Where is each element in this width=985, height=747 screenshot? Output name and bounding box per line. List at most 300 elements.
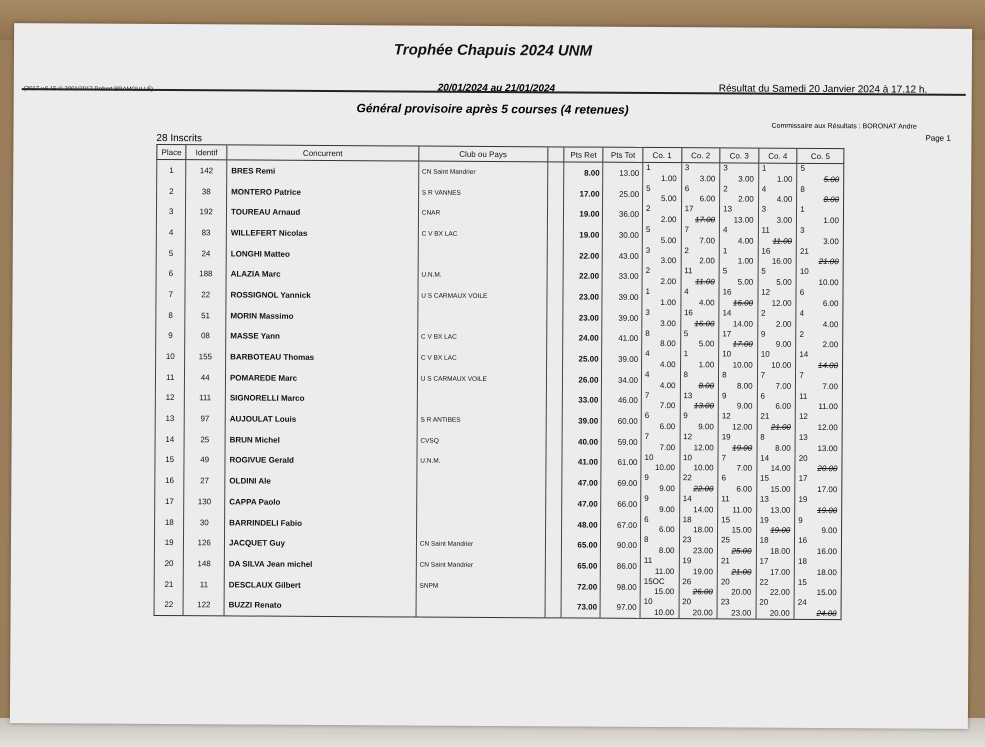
race-rank: 13 (723, 204, 733, 214)
club-cell (416, 596, 545, 618)
race-5-cell (794, 598, 841, 619)
points-retained: 72.00 (561, 576, 601, 597)
race-points: 6.00 (822, 298, 839, 308)
race-points: 13.00 (817, 443, 838, 453)
race-points: 1.00 (660, 297, 677, 307)
race-5-cell (795, 495, 842, 516)
place-cell: 3 (156, 201, 186, 222)
spacer-cell (546, 390, 562, 411)
race-rank: 1 (645, 287, 651, 297)
identif-cell: 38 (186, 181, 227, 202)
place-cell: 9 (156, 325, 186, 346)
race-rank: 1 (646, 162, 651, 172)
club-cell (417, 389, 546, 410)
place-cell: 19 (154, 532, 184, 553)
race-3-cell (720, 184, 759, 205)
place-cell: 12 (155, 388, 185, 409)
race-points: 1.00 (661, 173, 677, 183)
competitor-name: WILLEFERT Nicolas (226, 222, 418, 244)
race-4-cell (757, 453, 796, 474)
discarded-race-points: 26.00 (692, 587, 713, 597)
points-retained: 47.00 (562, 473, 602, 494)
identif-cell: 126 (184, 533, 225, 554)
race-rank: 6 (644, 514, 649, 524)
points-retained: 41.00 (562, 452, 602, 473)
discarded-race-points: 11.00 (772, 236, 793, 246)
race-points: 5.00 (698, 339, 715, 349)
race-points: 2.00 (660, 277, 677, 287)
race-2-cell (680, 432, 719, 453)
race-1-cell (640, 577, 679, 598)
place-cell: 7 (156, 284, 186, 305)
competitor-name: LONGHI Matteo (226, 243, 418, 265)
place-cell: 20 (154, 553, 184, 574)
race-points: 10.00 (693, 463, 714, 473)
discarded-race-points: 13.00 (693, 401, 714, 411)
place-cell: 21 (154, 574, 184, 595)
race-1-cell (641, 515, 680, 536)
race-3-cell (719, 246, 758, 267)
spacer-cell (546, 307, 562, 328)
race-rank: 17 (722, 328, 732, 338)
race-rank: 2 (684, 245, 689, 255)
race-4-cell (757, 412, 796, 433)
race-5-cell (794, 578, 841, 599)
race-2-cell (680, 391, 719, 412)
race-2-cell (679, 556, 718, 577)
race-4-cell (757, 433, 796, 454)
race-rank: 8 (760, 432, 765, 442)
race-points: 23.00 (731, 608, 752, 618)
race-points: 14.00 (770, 464, 791, 474)
race-2-cell (680, 411, 719, 432)
race-1-cell (641, 473, 680, 494)
club-cell: CNAR (418, 203, 547, 224)
spacer-cell (547, 286, 563, 307)
points-total: 66.00 (601, 494, 641, 515)
points-total: 39.00 (602, 349, 642, 370)
points-total: 59.00 (601, 432, 641, 453)
race-4-cell (758, 288, 797, 309)
race-rank: 9 (760, 329, 766, 339)
place-cell: 6 (156, 263, 186, 284)
race-rank: 13 (798, 432, 808, 442)
race-5-cell (796, 267, 843, 288)
race-points: 1.00 (776, 174, 793, 184)
race-points: 17.00 (817, 484, 838, 495)
competitor-name: POMAREDE Marc (225, 367, 417, 389)
spacer-cell (547, 162, 563, 183)
points-total: 90.00 (601, 535, 641, 556)
place-cell: 22 (154, 594, 184, 615)
race-points: 8.00 (658, 546, 675, 556)
race-5-cell (796, 350, 843, 371)
club-cell: SNPM (416, 575, 545, 596)
club-cell: CN Saint Mandrier (416, 555, 545, 576)
race-rank: 15 (760, 473, 769, 484)
competitor-name: ROSSIGNOL Yannick (226, 285, 418, 307)
club-cell (418, 244, 547, 265)
race-rank: 6 (684, 183, 690, 193)
race-points: 3.00 (738, 174, 754, 184)
race-points: 7.00 (659, 442, 676, 452)
race-points: 2.00 (699, 256, 715, 266)
club-cell (416, 493, 545, 514)
points-retained: 19.00 (563, 225, 603, 246)
race-rank: 1 (800, 205, 805, 215)
race-rank: 5 (645, 225, 651, 235)
race-4-cell (756, 495, 795, 516)
race-points: 3.00 (776, 215, 793, 225)
discarded-race-points: 20.00 (817, 464, 838, 474)
race-2-cell (681, 267, 720, 288)
race-points: 8.00 (736, 381, 753, 391)
race-rank: 2 (646, 204, 651, 214)
col-header-race-2: Co. 2 (681, 148, 720, 163)
race-3-cell (718, 453, 757, 474)
spacer-cell (545, 535, 561, 556)
race-points: 13.00 (770, 505, 791, 515)
race-3-cell (719, 225, 758, 246)
points-total: 33.00 (603, 266, 643, 287)
race-rank: 20 (759, 598, 769, 608)
identif-cell: 24 (186, 243, 227, 264)
race-rank: 9 (644, 493, 649, 503)
race-4-cell (758, 226, 797, 247)
race-rank: 18 (759, 536, 769, 546)
race-5-cell (796, 371, 843, 392)
race-points: 11.00 (732, 505, 752, 515)
spacer-cell (547, 245, 563, 266)
race-4-cell (757, 391, 796, 412)
race-2-cell (679, 577, 718, 598)
race-3-cell (718, 474, 757, 495)
race-1-cell (642, 204, 681, 225)
discarded-race-points: 16.00 (694, 318, 715, 328)
race-2-cell (681, 184, 720, 205)
discarded-race-points: 19.00 (817, 505, 838, 515)
points-retained: 73.00 (561, 597, 601, 618)
competitor-name: JACQUET Guy (224, 533, 416, 555)
points-total: 60.00 (602, 411, 642, 432)
race-points: 4.00 (698, 298, 715, 308)
race-3-cell (719, 370, 758, 391)
race-1-cell (641, 370, 680, 391)
place-cell: 13 (155, 408, 185, 429)
race-rank: 11 (684, 266, 693, 276)
race-rank: 10 (760, 349, 770, 359)
race-rank: 1 (683, 349, 689, 359)
competitor-name: AUJOULAT Louis (225, 409, 417, 431)
competitor-name: BARRINDELI Fabio (225, 512, 417, 534)
race-points: 9.00 (698, 422, 714, 432)
identif-cell: 83 (186, 222, 227, 243)
race-rank: 15 (797, 577, 807, 587)
identif-cell: 51 (185, 305, 226, 326)
race-rank: 14 (760, 453, 770, 463)
race-rank: 4 (684, 287, 689, 297)
discarded-race-points: 21.00 (818, 257, 839, 267)
race-points: 15.00 (731, 525, 752, 535)
race-points: 10.00 (654, 608, 675, 618)
race-rank: 10 (799, 267, 809, 277)
race-rank: 8 (683, 370, 689, 380)
race-points: 5.00 (661, 194, 677, 204)
race-rank: 20 (682, 597, 692, 607)
race-1-cell (642, 349, 681, 370)
spacer-cell (545, 493, 561, 514)
points-total: 25.00 (603, 183, 643, 204)
race-2-cell (679, 536, 718, 557)
col-header-race-5: Co. 5 (797, 148, 844, 163)
race-3-cell (717, 556, 756, 577)
race-rank: 9 (644, 473, 649, 483)
spacer-cell (545, 576, 561, 597)
race-5-cell (795, 412, 842, 433)
race-points: 6.00 (775, 401, 792, 412)
place-cell: 2 (157, 181, 187, 202)
race-5-cell (796, 226, 843, 247)
race-rank: 19 (798, 494, 808, 504)
page-number: Page 1 (925, 133, 951, 143)
race-points: 18.00 (816, 567, 837, 577)
race-rank: 18 (798, 556, 808, 566)
identif-cell: 188 (185, 264, 226, 285)
race-points: 12.00 (732, 422, 753, 432)
identif-cell: 49 (184, 450, 225, 471)
identif-cell: 22 (185, 284, 226, 305)
race-rank: 26 (682, 576, 692, 586)
spacer-cell (545, 597, 561, 618)
race-points: 7.00 (822, 381, 838, 391)
col-header-race-4: Co. 4 (758, 148, 797, 163)
identif-cell: 130 (184, 491, 225, 512)
race-rank: 15OC (643, 576, 665, 586)
discarded-race-points: 8.00 (698, 380, 715, 390)
race-3-cell (719, 267, 758, 288)
race-points: 10.00 (818, 278, 839, 288)
race-points: 20.00 (769, 608, 790, 618)
race-2-cell (679, 473, 718, 494)
race-5-cell (795, 391, 842, 412)
race-2-cell (679, 598, 718, 619)
points-total: 36.00 (603, 204, 643, 225)
race-rank: 11 (721, 494, 730, 504)
race-points: 1.00 (823, 216, 839, 226)
race-rank: 7 (799, 370, 804, 380)
competitor-name: BRES Remi (227, 160, 419, 182)
points-retained: 8.00 (564, 162, 604, 183)
race-2-cell (681, 163, 720, 184)
points-retained: 65.00 (561, 555, 601, 576)
page-title: Trophée Chapuis 2024 UNM (393, 41, 593, 60)
race-rank: 19 (682, 556, 692, 566)
race-rank: 8 (645, 328, 650, 338)
points-retained: 48.00 (561, 514, 601, 535)
race-3-cell (718, 432, 757, 453)
col-header-race-3: Co. 3 (720, 148, 759, 163)
competitor-name: MORIN Massimo (226, 305, 418, 327)
race-rank: 13 (683, 390, 693, 400)
spacer-cell (546, 452, 562, 473)
race-rank: 7 (760, 370, 766, 380)
race-rank: 11 (643, 556, 653, 566)
place-cell: 1 (157, 159, 187, 180)
race-points: 23.00 (692, 546, 714, 556)
col-header-race-1: Co. 1 (643, 147, 682, 162)
race-points: 2.00 (738, 194, 754, 204)
race-3-cell (719, 308, 758, 329)
race-2-cell (681, 225, 720, 246)
col-header-club: Club ou Pays (419, 146, 548, 162)
race-rank: 4 (645, 349, 650, 359)
race-points: 10.00 (654, 463, 676, 473)
race-points: 8.00 (775, 443, 791, 453)
race-rank: 1 (761, 163, 767, 173)
race-points: 17.00 (769, 567, 791, 577)
points-retained: 24.00 (563, 328, 603, 349)
club-cell: U S CARMAUX VOILE (417, 368, 546, 389)
race-points: 14.00 (732, 318, 754, 329)
race-rank: 16 (798, 536, 808, 546)
race-points: 13.00 (733, 215, 754, 225)
spacer-cell (547, 204, 563, 225)
race-4-cell (758, 163, 797, 184)
race-rank: 6 (644, 411, 650, 421)
competitor-name: BRUN Michel (225, 429, 417, 451)
race-points: 12.00 (771, 298, 792, 308)
points-total: 61.00 (601, 452, 641, 473)
spacer-cell (546, 349, 562, 370)
place-cell: 5 (156, 243, 186, 264)
race-points: 16.00 (771, 257, 792, 267)
race-points: 9.00 (821, 526, 838, 536)
points-retained: 22.00 (563, 245, 603, 266)
race-rank: 2 (645, 266, 651, 276)
race-4-cell (756, 557, 795, 578)
race-4-cell (757, 329, 796, 350)
race-5-cell (795, 433, 842, 454)
race-rank: 2 (723, 184, 728, 194)
race-3-cell (718, 494, 757, 515)
place-cell: 4 (156, 222, 186, 243)
race-4-cell (756, 536, 795, 557)
race-5-cell (795, 516, 842, 537)
identif-cell: 44 (185, 367, 226, 388)
discarded-race-points: 25.00 (731, 546, 752, 556)
race-rank: 9 (683, 411, 688, 421)
place-cell: 16 (155, 470, 185, 491)
race-points: 6.00 (659, 421, 676, 432)
points-retained: 25.00 (562, 349, 602, 370)
race-points: 20.00 (731, 587, 752, 598)
race-points: 9.00 (736, 401, 753, 411)
race-4-cell (757, 308, 796, 329)
spacer-cell (546, 431, 562, 452)
race-points: 7.00 (699, 236, 715, 246)
race-points: 1.00 (737, 256, 754, 267)
race-points: 5.00 (776, 277, 792, 287)
race-3-cell (718, 412, 757, 433)
race-1-cell (640, 556, 679, 577)
col-header-spacer (547, 147, 563, 162)
club-cell (418, 306, 547, 327)
col-header-pts-tot: Pts Tot (603, 147, 643, 162)
race-rank: 5 (646, 183, 651, 193)
race-points: 15.00 (816, 588, 837, 598)
race-5-cell (796, 247, 843, 268)
points-total: 41.00 (602, 328, 642, 349)
race-2-cell (679, 453, 718, 474)
race-points: 10.00 (771, 360, 792, 370)
competitor-name: DESCLAUX Gilbert (224, 574, 416, 596)
race-points: 4.00 (776, 195, 793, 205)
discarded-race-points: 17.00 (732, 339, 753, 349)
race-rank: 16 (761, 246, 771, 256)
club-cell: S R VANNES (418, 182, 547, 203)
race-rank: 11 (799, 391, 808, 401)
race-points: 2.00 (822, 340, 839, 350)
race-3-cell (719, 350, 758, 371)
race-3-cell (717, 598, 756, 619)
points-total: 39.00 (602, 287, 642, 308)
discarded-race-points: 22.00 (693, 484, 714, 494)
club-cell: CVSQ (417, 430, 546, 451)
race-rank: 3 (684, 163, 690, 173)
race-1-cell (641, 453, 680, 474)
race-rank: 21 (760, 411, 770, 421)
race-rank: 10 (722, 349, 732, 359)
competitor-name: TOUREAU Arnaud (226, 202, 418, 224)
race-points: 3.00 (660, 318, 676, 328)
race-1-cell (641, 390, 680, 411)
identif-cell: 11 (184, 574, 225, 595)
race-rank: 23 (720, 597, 730, 607)
race-rank: 7 (684, 225, 689, 235)
discarded-race-points: 19.00 (732, 443, 753, 453)
race-rank: 7 (644, 431, 650, 441)
race-1-cell (642, 246, 681, 267)
race-1-cell (642, 225, 681, 246)
points-retained: 26.00 (562, 369, 602, 390)
place-cell: 14 (155, 429, 185, 450)
discarded-race-points: 14.00 (818, 360, 839, 370)
discarded-race-points: 24.00 (816, 609, 837, 619)
race-4-cell (758, 246, 797, 267)
race-rank: 8 (722, 370, 727, 380)
table-row (154, 594, 841, 619)
spacer-cell (546, 411, 562, 432)
points-retained: 17.00 (563, 183, 603, 204)
race-1-cell (642, 266, 681, 287)
race-points: 19.00 (692, 566, 713, 577)
race-4-cell (758, 184, 797, 205)
race-1-cell (641, 494, 680, 515)
race-4-cell (758, 205, 797, 226)
points-total: 98.00 (601, 576, 641, 597)
race-points: 15.00 (770, 484, 791, 494)
race-rank: 17 (759, 556, 769, 566)
spacer-cell (546, 369, 562, 390)
race-rank: 4 (799, 308, 805, 318)
race-points: 2.00 (660, 215, 677, 225)
race-points: 1.00 (698, 360, 715, 370)
race-rank: 19 (721, 432, 731, 442)
club-cell: C V BX LAC (417, 348, 546, 369)
spacer-cell (545, 514, 561, 535)
competitor-name: MASSE Yann (226, 326, 418, 348)
entrant-count: 28 Inscrits (156, 132, 203, 145)
